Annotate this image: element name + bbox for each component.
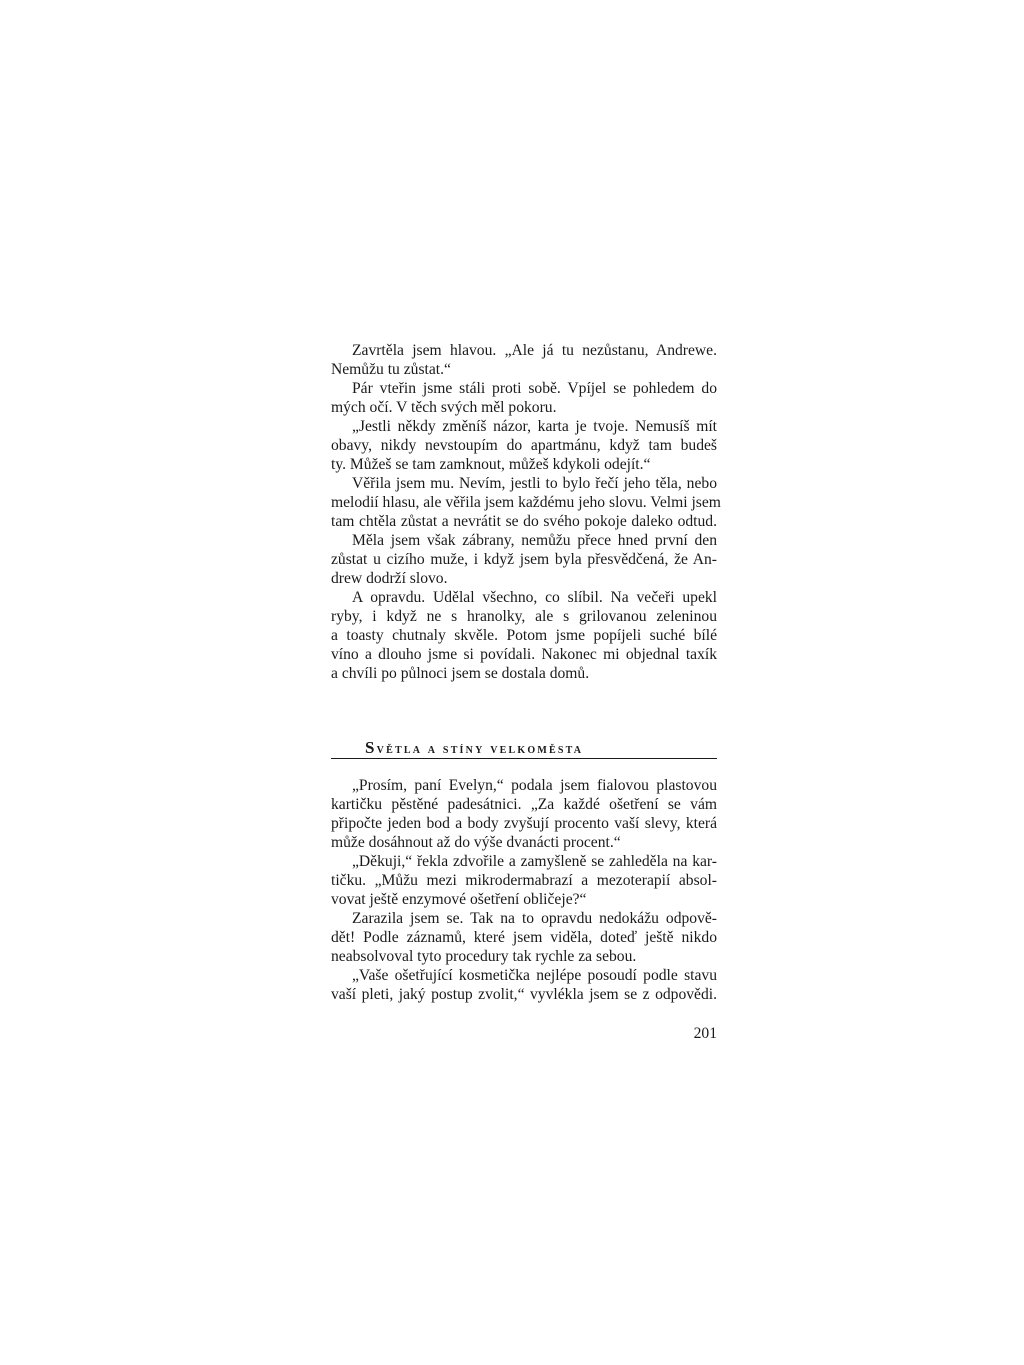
paragraph — [331, 966, 717, 1004]
section-title — [365, 738, 583, 758]
text-line: „Vaše ošetřující kosmetička nejlépe posoudí podle stavu — [352, 967, 717, 984]
text-line: „Děkuji,“ řekla zdvořile a zamyšleně se zahleděla na kar- — [352, 853, 717, 870]
section-heading — [331, 738, 717, 759]
text-line: Pár vteřin jsme stáli proti sobě. Vpíjel se pohledem do — [352, 380, 717, 397]
text-line: „Jestli někdy změníš názor, karta je tvoje. Nemusíš mít — [352, 418, 717, 435]
text-line: zůstat u cizího muže, i když jsem byla přesvědčená, že An- — [331, 551, 717, 568]
paragraph — [331, 341, 717, 379]
text-line: tam chtěla zůstat a nevrátit se do svého pokoje daleko odtud. — [331, 513, 717, 530]
text-line: Zarazila jsem se. Tak na to opravdu nedokážu odpově- — [352, 910, 717, 927]
text-line: ryby, i když ne s hranolky, ale s grilovanou zeleninou — [331, 608, 717, 625]
text-line: a toasty chutnaly skvěle. Potom jsme popíjeli suché bílé — [331, 627, 717, 644]
text-line: víno a dlouho jsme si povídali. Nakonec mi objednal taxík — [331, 646, 717, 663]
text-line: neabsolvoval tyto procedury tak rychle za sebou. — [331, 948, 637, 965]
text-line: mých očí. V těch svých měl pokoru. — [331, 399, 557, 416]
text-line: tičku. „Můžu mezi mikrodermabrazí a mezoterapií absol- — [331, 872, 717, 889]
text-line: vaší pleti, jaký postup zvolit,“ vyvlékla jsem se z odpovědi. — [331, 986, 717, 1003]
paragraph — [331, 474, 721, 531]
text-line: může dosáhnout až do výše dvanácti procent.“ — [331, 834, 621, 851]
paragraph — [331, 379, 717, 417]
paragraph — [331, 588, 717, 683]
text-line: vovat ještě enzymové ošetření obličeje?“ — [331, 891, 587, 908]
text-line: připočte jeden bod a body zvyšují procento vaší slevy, která — [331, 815, 717, 832]
text-line: Věřila jsem mu. Nevím, jestli to bylo řečí jeho těla, nebo — [352, 475, 717, 492]
body-text-bottom — [331, 776, 717, 1004]
text-line: drew dodrží slovo. — [331, 570, 448, 587]
paragraph — [331, 852, 717, 909]
paragraph — [331, 909, 717, 966]
text-line: ty. Můžeš se tam zamknout, můžeš kdykoli odejít.“ — [331, 456, 651, 473]
text-line: Měla jsem však zábrany, nemůžu přece hned první den — [352, 532, 717, 549]
text-line: Zavrtěla jsem hlavou. „Ale já tu nezůstanu, Andrewe. — [352, 342, 717, 359]
text-line: „Prosím, paní Evelyn,“ podala jsem fialovou plastovou — [352, 777, 717, 794]
text-line: A opravdu. Udělal všechno, co slíbil. Na večeři upekl — [352, 589, 717, 606]
text-line: a chvíli po půlnoci jsem se dostala domů. — [331, 665, 590, 682]
text-line: melodií hlasu, ale věřila jsem každému jeho slovu. Velmi jsem — [331, 494, 721, 511]
section-title-rest: větla a stíny velkoměsta — [376, 742, 584, 757]
text-line: obavy, nikdy nevstoupím do apartmánu, když tam budeš — [331, 437, 717, 454]
text-line: dět! Podle záznamů, které jsem viděla, doteď ještě nikdo — [331, 929, 717, 946]
paragraph — [331, 776, 717, 852]
page-number: 201 — [693, 1025, 717, 1042]
body-text-top — [331, 341, 721, 683]
section-title-initial: S — [365, 738, 377, 757]
text-line: kartičku pěstěné padesátnici. „Za každé ošetření se vám — [331, 796, 717, 813]
paragraph — [331, 417, 717, 474]
paragraph — [331, 531, 717, 588]
text-line: Nemůžu tu zůstat.“ — [331, 361, 451, 378]
